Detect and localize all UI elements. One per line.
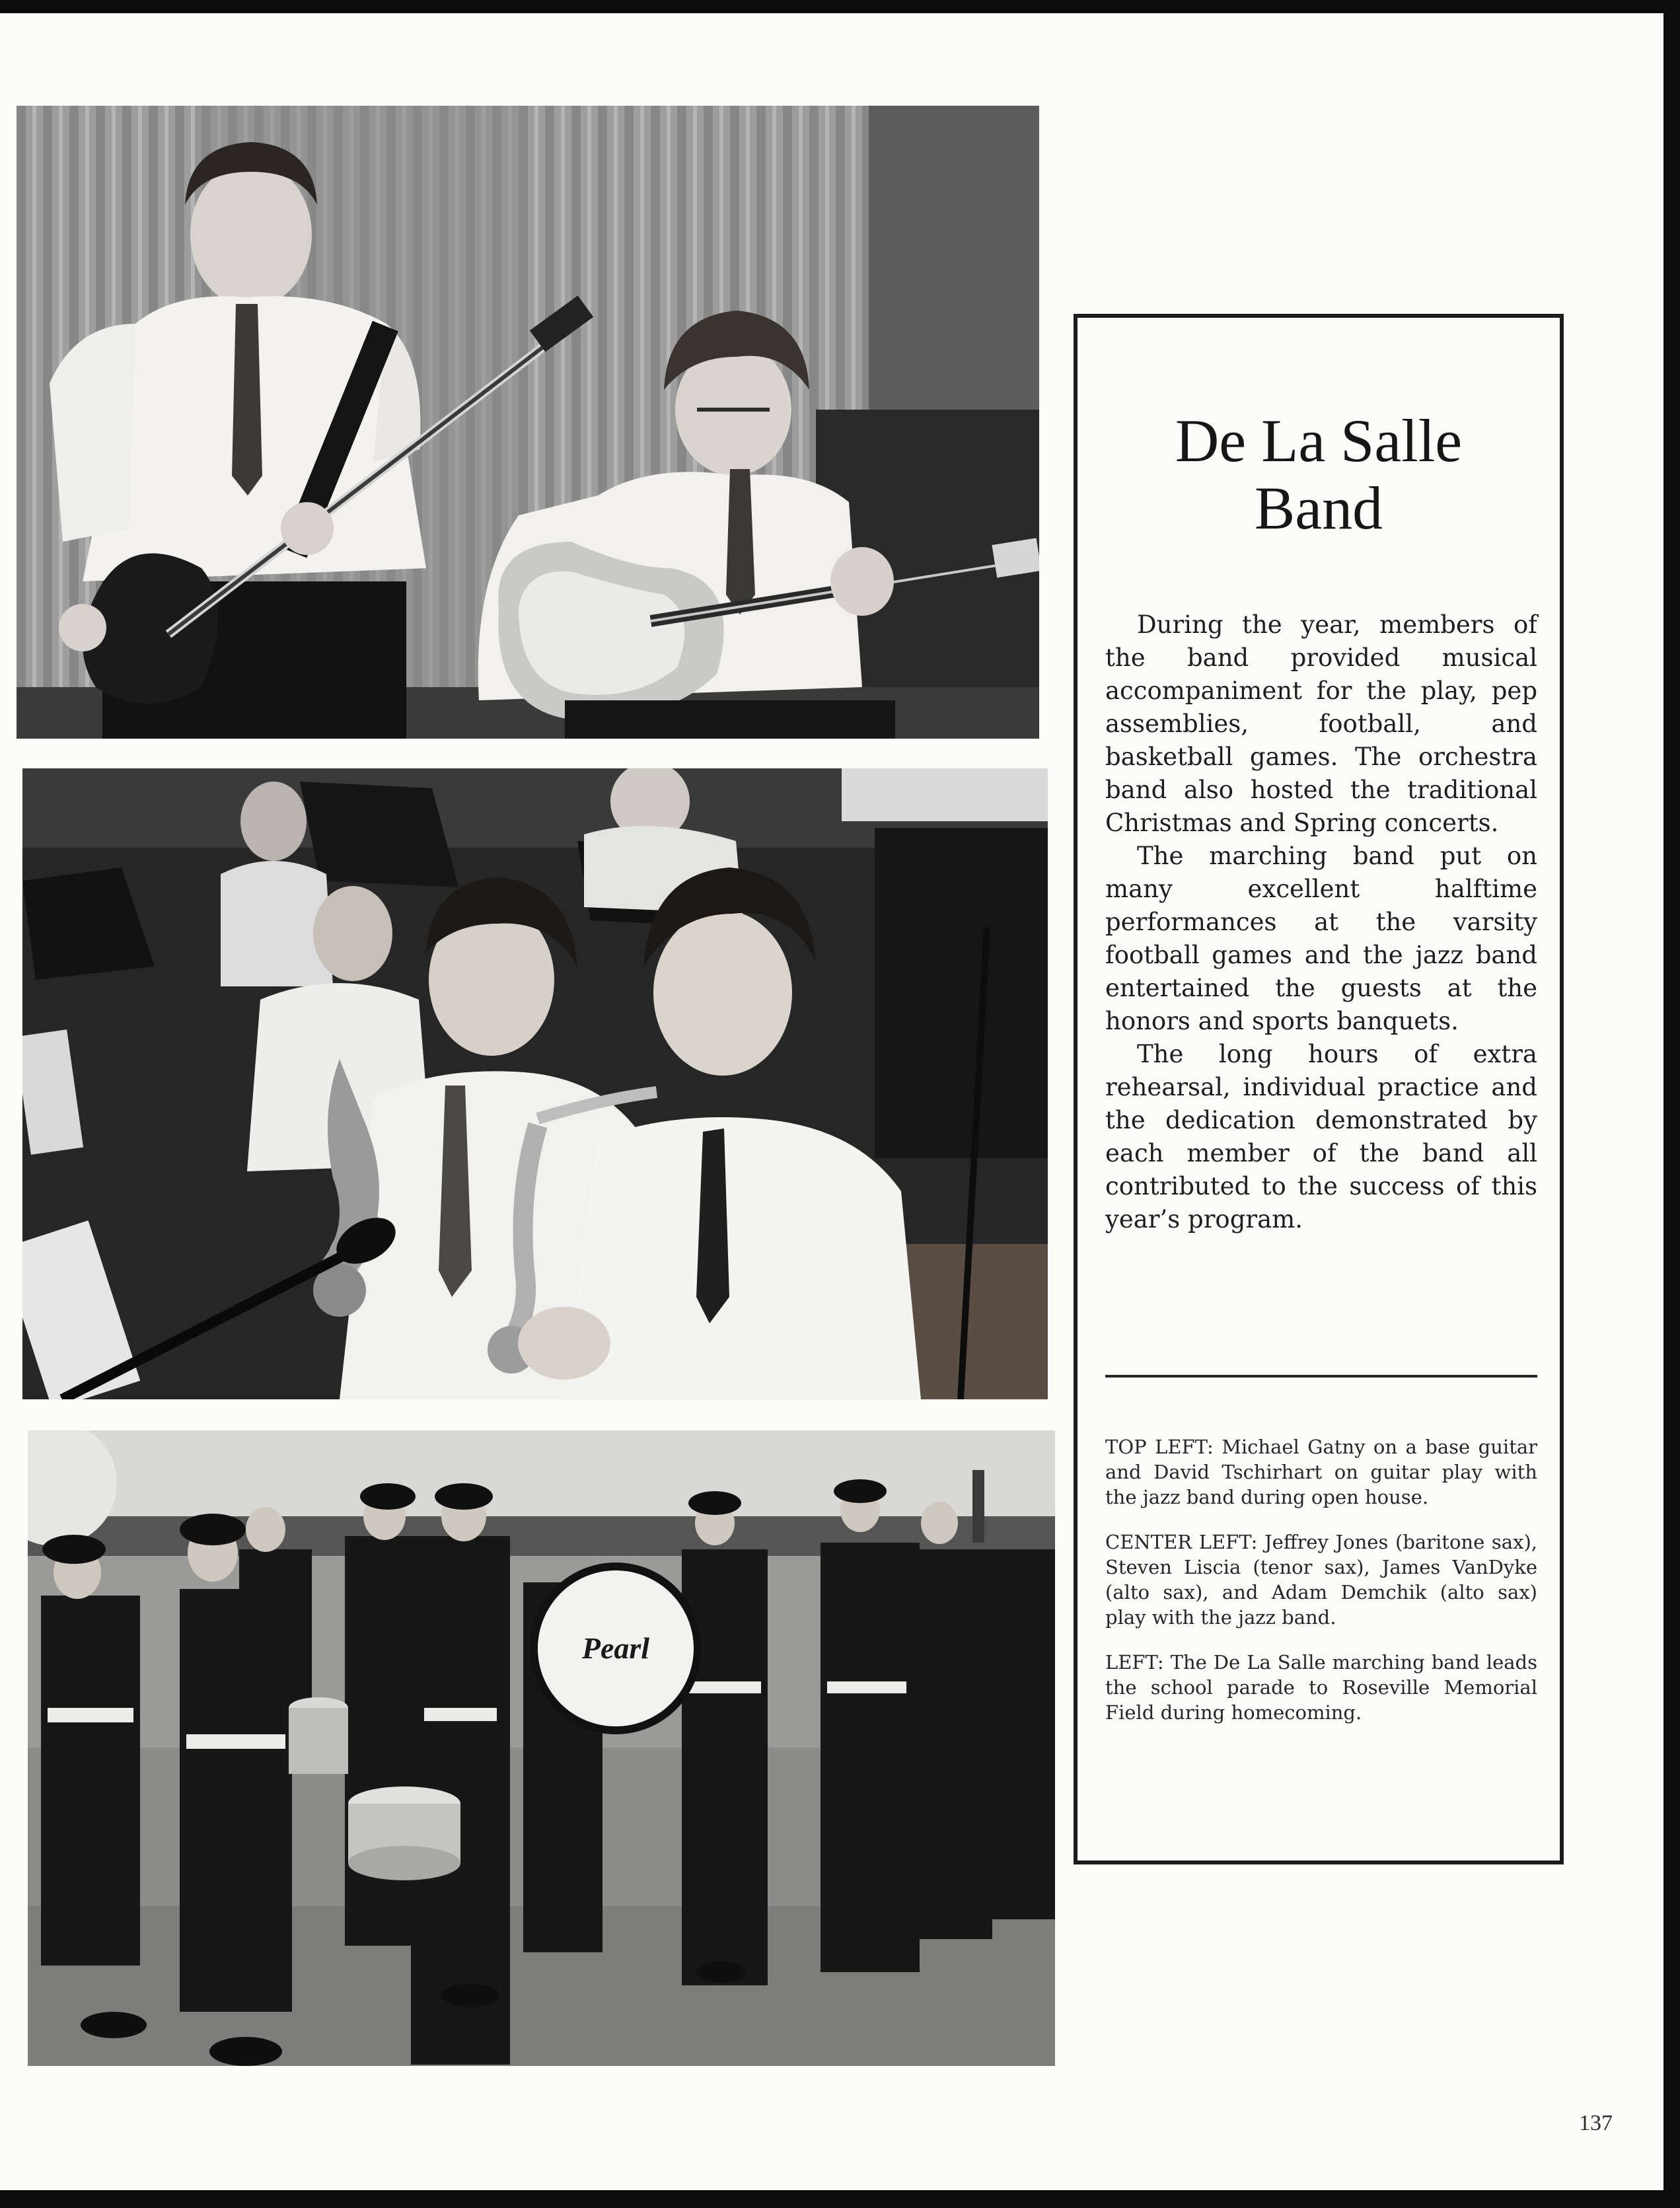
bass-drum-logo: Pearl [581,1631,650,1665]
photo-jazz-band-saxophones [22,768,1048,1399]
divider-rule [1105,1375,1537,1378]
yearbook-page [0,13,1663,2190]
body-paragraph: The marching band put on many excellent halftime performances at the varsity football games and the jazz band entertained the guests at the honors and sports banquets. [1105,842,1537,1035]
article-body [1105,608,1537,1236]
caption-left: LEFT: The De La Salle marching band leads the school parade to Roseville Memorial Field during homecoming. [1105,1651,1537,1724]
title-line-1: De La Salle [1175,407,1463,474]
photo-captions [1105,1434,1537,1745]
caption-center-left: CENTER LEFT: Jeffrey Jones (baritone sax), Steven Liscia (tenor sax), James VanDyke (alto sax), and Adam Demchik (alto sax) play with the jazz band. [1105,1531,1537,1629]
photo-guitar-players [17,106,1039,739]
title-line-2: Band [1254,474,1383,542]
page-number: 137 [1579,2111,1613,2135]
body-paragraph: During the year, members of the band provided musical accompaniment for the play, pep assemblies, football, and basketball games. The orchestra band also hosted the traditional Christmas and Spring concerts. [1105,610,1537,837]
photo-marching-band-parade [28,1430,1055,2066]
caption-top-left: TOP LEFT: Michael Gatny on a base guitar and David Tschirhart on guitar play with the jazz band during open house. [1105,1436,1537,1508]
article-sidebar [1074,314,1564,1864]
page-title [1077,407,1560,542]
body-paragraph: The long hours of extra rehearsal, individual practice and the dedication demonstrated by each member of the band all contributed to the success of this year’s program. [1105,1040,1537,1233]
